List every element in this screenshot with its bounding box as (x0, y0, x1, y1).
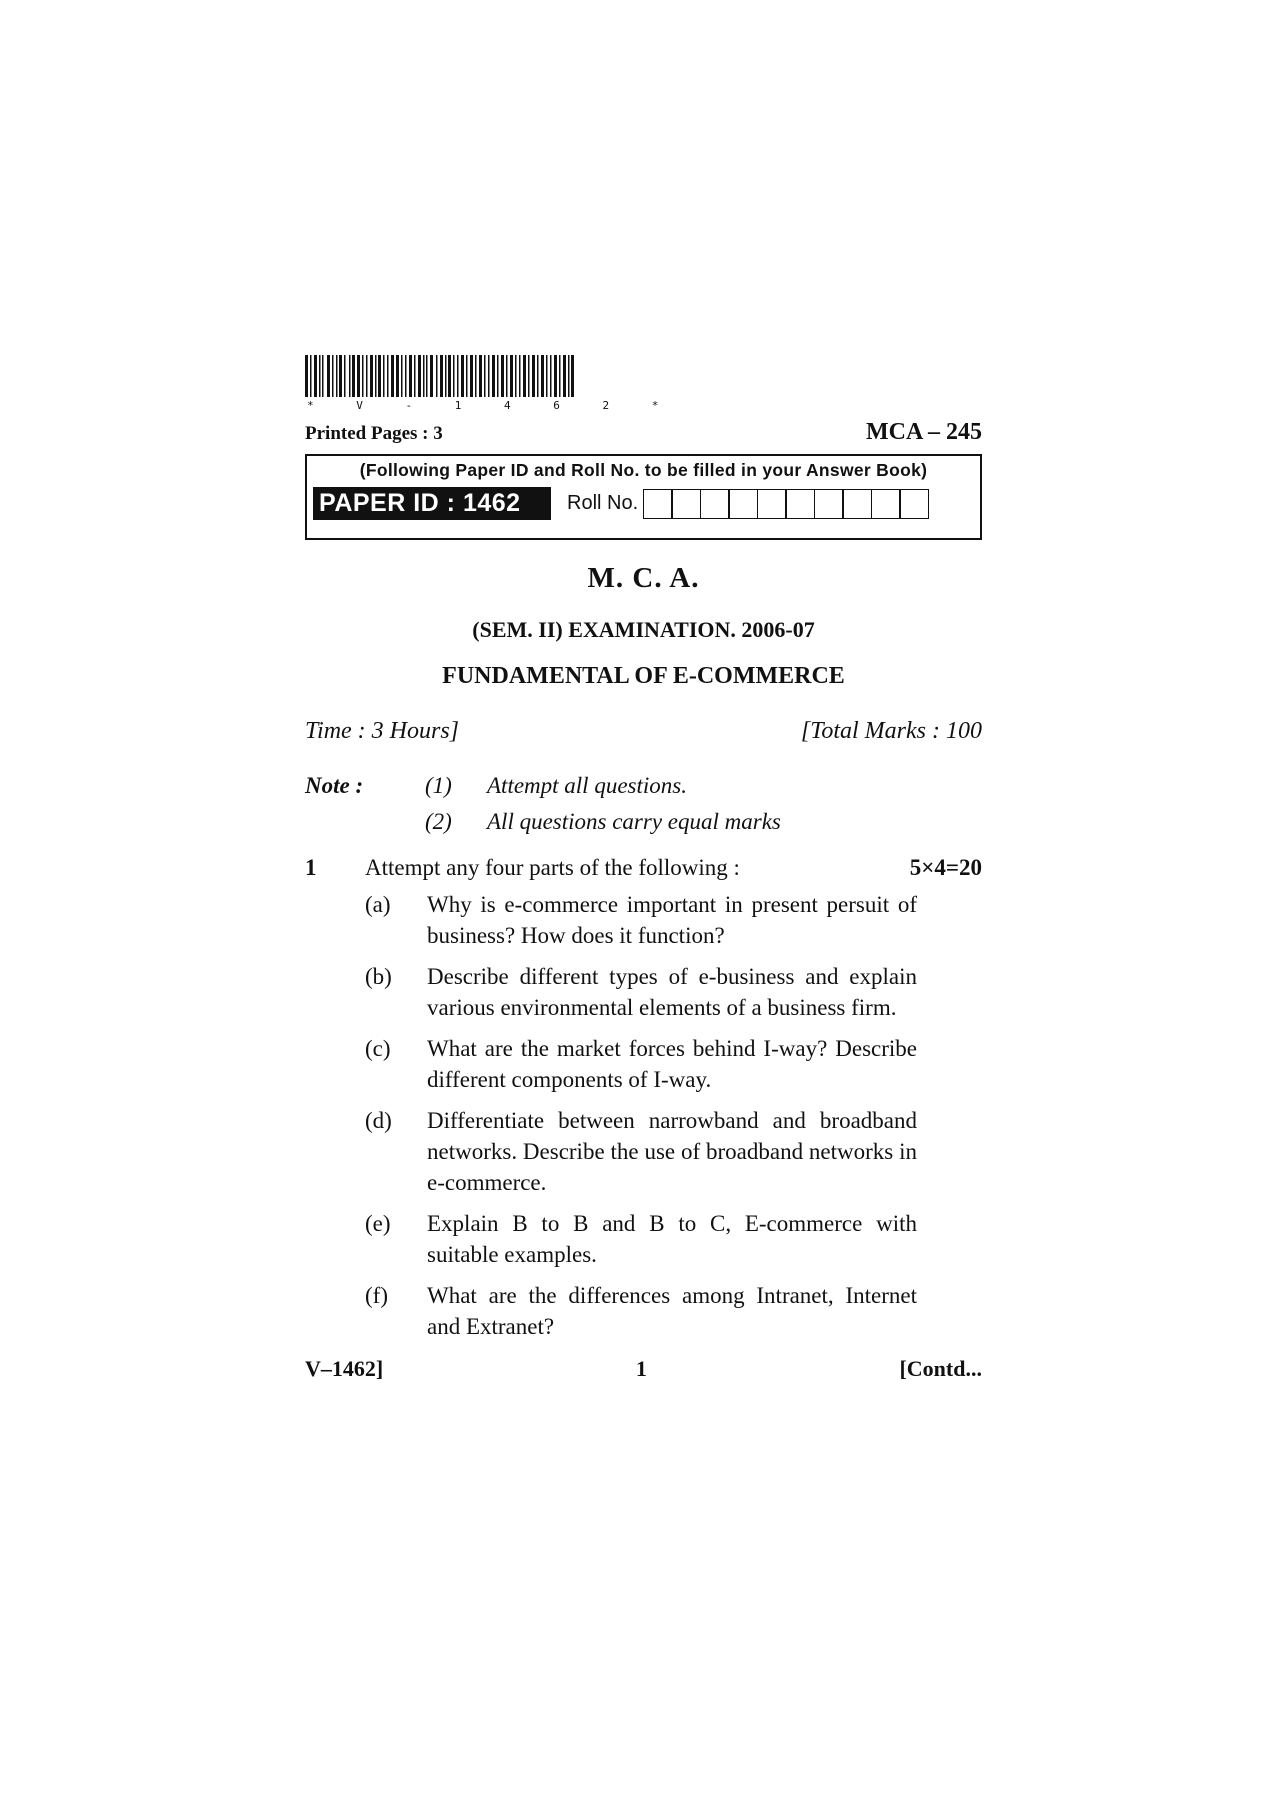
page-footer (305, 1356, 982, 1382)
note-section (305, 773, 982, 845)
roll-no-box (700, 489, 730, 519)
question-text: Attempt any four parts of the following : (365, 855, 740, 880)
question-1 (305, 855, 982, 881)
question-part: (c) What are the market forces behind I-way? Describe different components of I-way. (365, 1036, 917, 1092)
printed-pages: Printed Pages : 3 (305, 423, 443, 444)
question-parts (365, 889, 982, 1342)
answer-book-instruction: (Following Paper ID and Roll No. to be filled in your Answer Book) (359, 460, 928, 480)
question-number: 1 (305, 855, 317, 880)
question-part: (b) Describe different types of e-business and explain various environmental elements of a business firm. (365, 964, 917, 1020)
question-part: (f) What are the differences among Intranet, Internet and Extranet? (365, 1283, 917, 1339)
roll-no-boxes (644, 489, 929, 519)
paper-id-box (305, 454, 982, 540)
question-part: (a) Why is e-commerce important in present persuit of business? How does it function? (365, 892, 917, 948)
roll-no-box (757, 489, 787, 519)
exam-title: (SEM. II) EXAMINATION. 2006-07 (472, 617, 815, 642)
paper-id: PAPER ID : 1462 (313, 487, 551, 520)
exam-page (305, 355, 982, 1382)
roll-no-box (728, 489, 758, 519)
roll-no-box (785, 489, 815, 519)
note-item: (1) Attempt all questions. (425, 773, 687, 798)
total-marks: [Total Marks : 100 (800, 718, 982, 744)
question-part: (d) Differentiate between narrowband and broadband networks. Describe the use of broadband networks in e-commerce. (365, 1108, 917, 1195)
question-part: (e) Explain B to B and B to C, E-commerce with suitable examples. (365, 1211, 917, 1267)
roll-no-box (871, 489, 901, 519)
question-marks: 5×4=20 (909, 855, 982, 880)
course-code: MCA – 245 (866, 419, 982, 445)
page-number: 1 (635, 1356, 647, 1381)
footer-code: V–1462] (305, 1356, 384, 1381)
degree-title: M. C. A. (587, 562, 700, 594)
note-item: (2) All questions carry equal marks (425, 809, 781, 834)
roll-no-box (643, 489, 673, 519)
time-allowed: Time : 3 Hours] (305, 718, 460, 744)
roll-no-box (814, 489, 844, 519)
note-label: Note : (305, 773, 364, 798)
subject-title: FUNDAMENTAL OF E-COMMERCE (442, 663, 845, 689)
barcode-text: * V - 1 4 6 2 * (307, 399, 677, 412)
roll-no-box (899, 489, 929, 519)
continued-label: [Contd... (899, 1356, 982, 1381)
barcode-image (305, 355, 575, 397)
roll-no-label: Roll No. (567, 492, 639, 514)
roll-no-box (842, 489, 872, 519)
roll-no-box (671, 489, 701, 519)
